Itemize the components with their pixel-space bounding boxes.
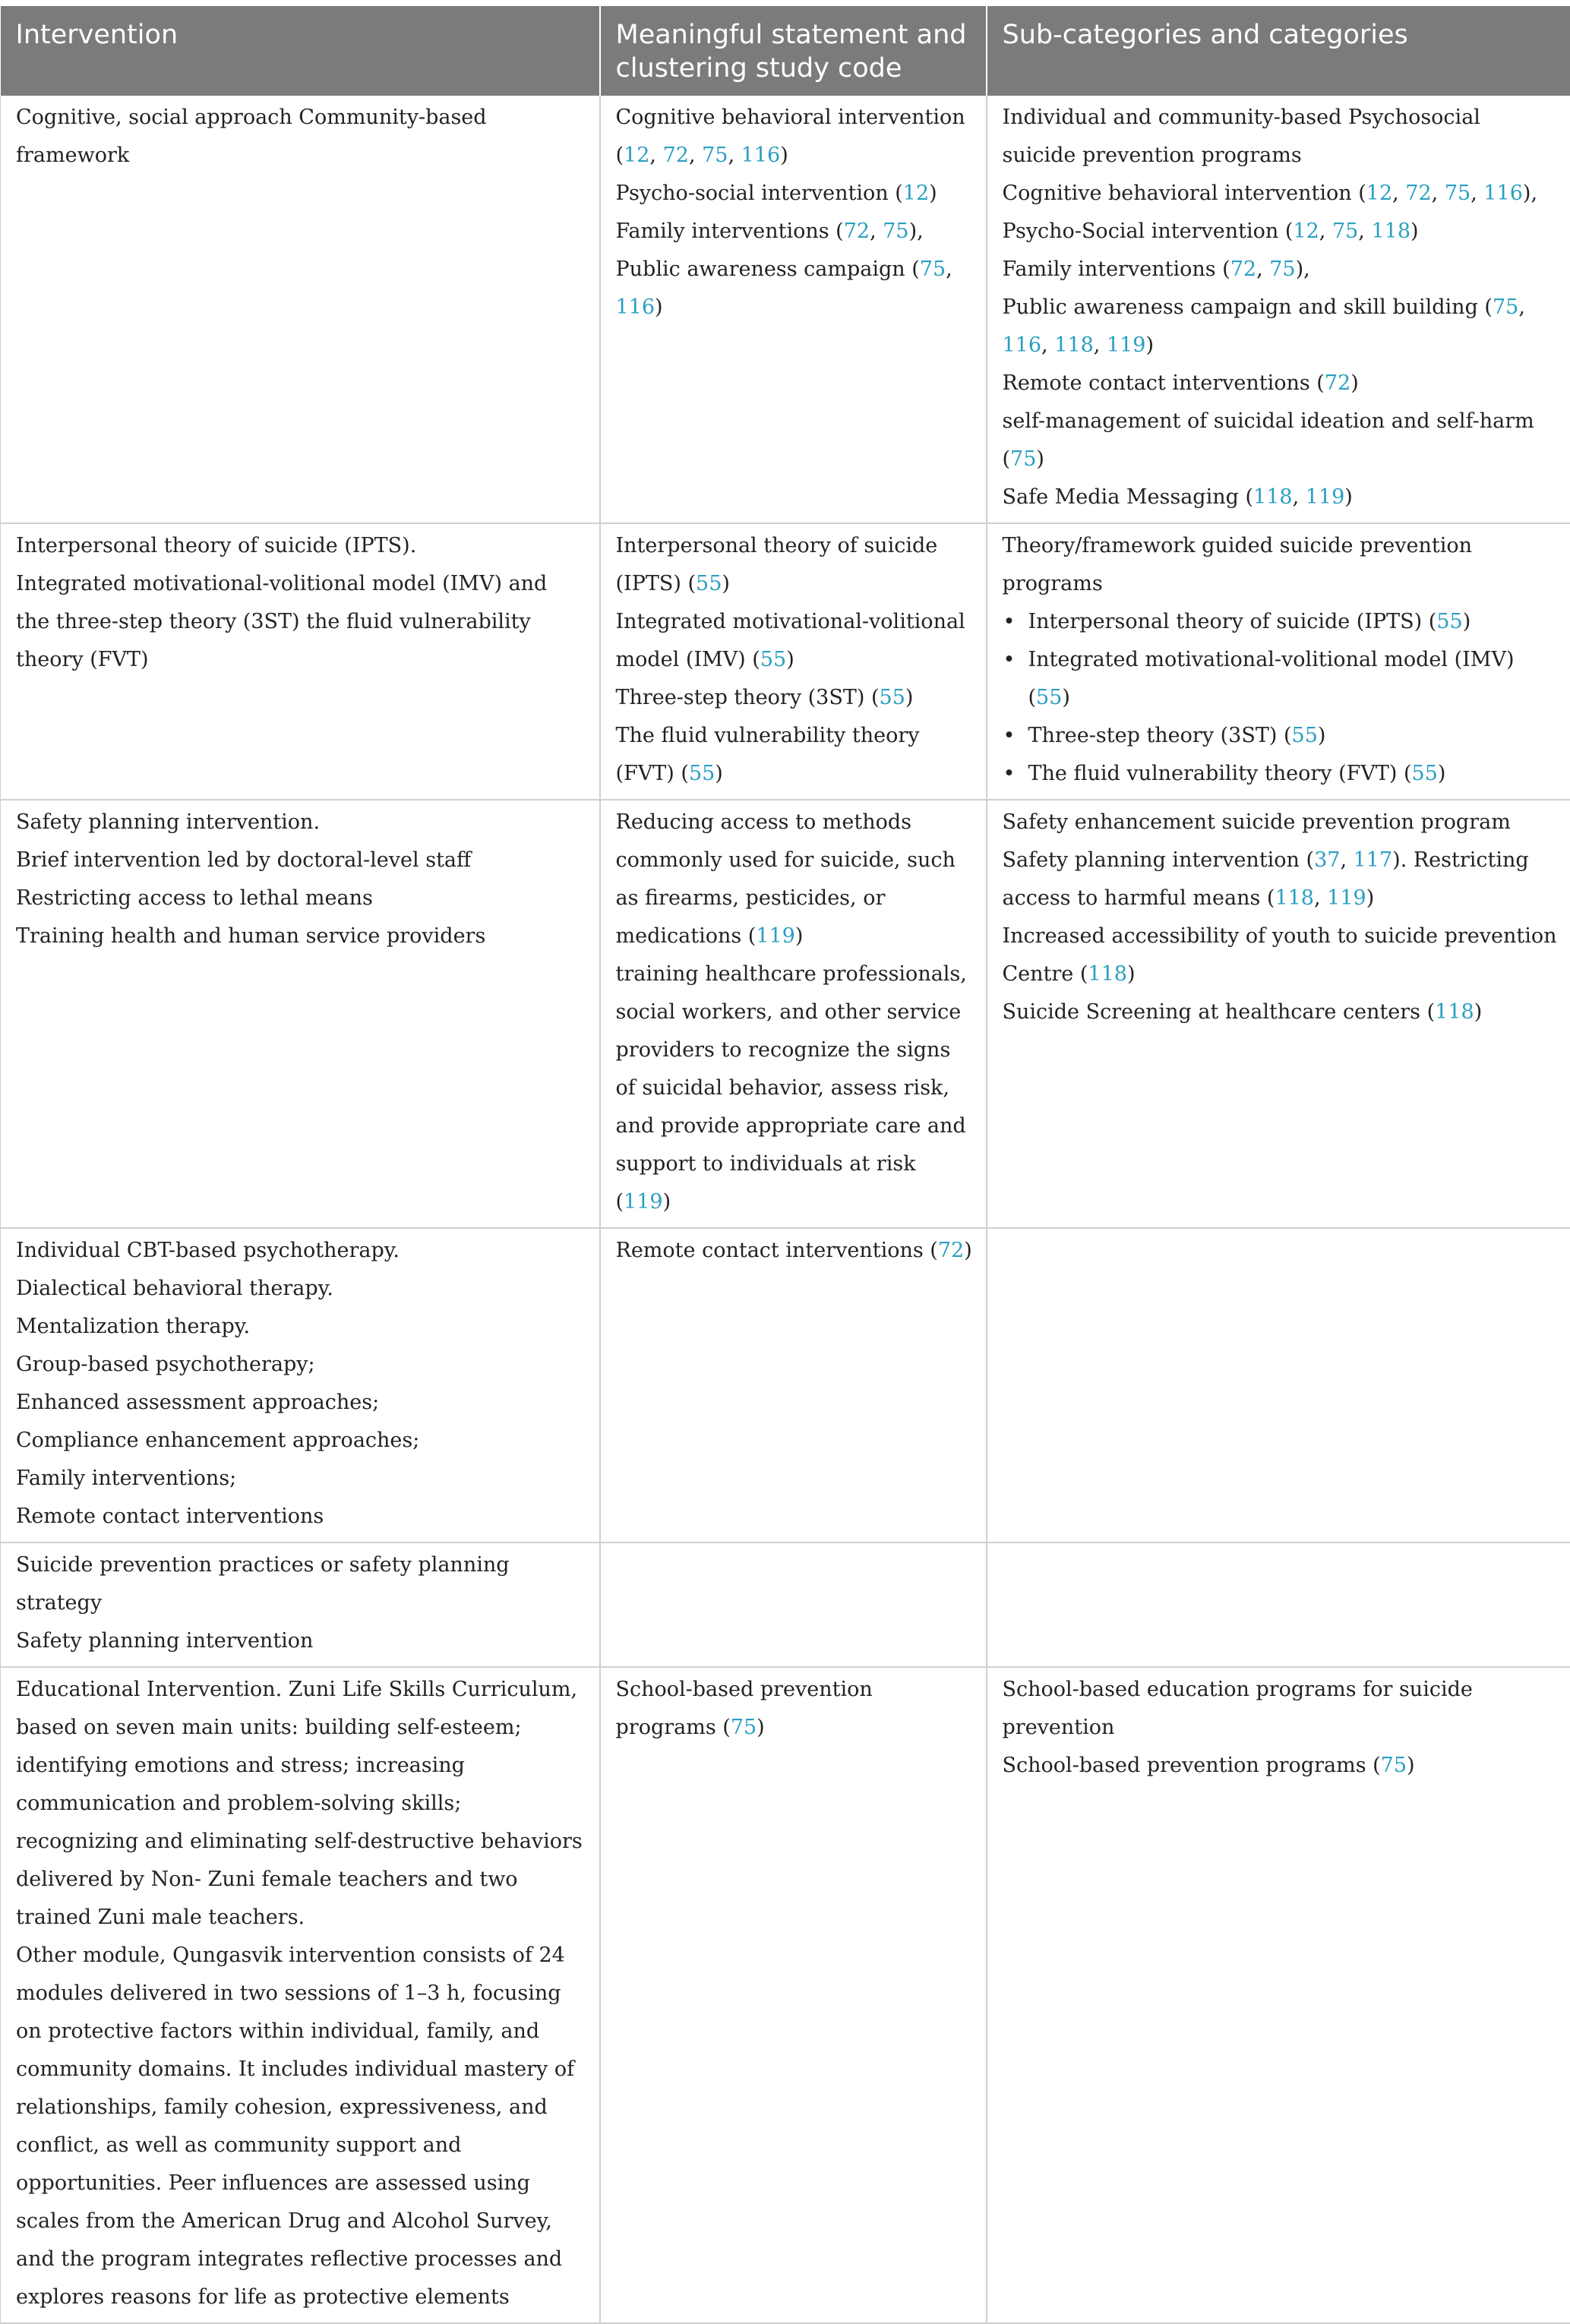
reference-link[interactable]: 118 [1054,333,1094,357]
reference-link[interactable]: 12 [1293,219,1319,243]
reference-link[interactable]: 55 [1036,686,1062,709]
cell-line: Compliance enhancement approaches; [16,1422,587,1460]
statement-cell [600,96,987,523]
reference-link[interactable]: 12 [624,144,649,167]
header-meaningful-statement: Meaningful statement and clustering study code [600,6,987,96]
cell-line: training healthcare professionals, social workers, and other service providers to recognize the signs of suicidal behavior, assess risk, and provide appropriate care and support to individuals at risk (119) [616,955,974,1221]
reference-link[interactable]: 55 [760,648,786,671]
reference-link[interactable]: 75 [1493,295,1518,319]
cell-line: Integrated motivational-volitional model (IMV) (55) [616,603,974,679]
reference-link[interactable]: 116 [1483,182,1523,205]
reference-link[interactable]: 118 [1435,1000,1474,1024]
reference-link[interactable]: 72 [1325,371,1350,395]
reference-link[interactable]: 12 [903,182,929,205]
reference-link[interactable]: 12 [1366,182,1392,205]
category-cell [987,523,1570,800]
cell-line: Psycho-Social intervention (12, 75, 118) [1003,213,1559,251]
cell-line: Family interventions (72, 75), [616,213,974,251]
intervention-cell [1,1667,600,2323]
cell-line: School-based prevention programs (75) [616,1671,974,1747]
statement-cell [600,523,987,800]
cell-line: Cognitive behavioral intervention (12, 72, 75, 116) [616,99,974,175]
cell-line: Remote contact interventions (72) [1003,365,1559,403]
cell-line: Interpersonal theory of suicide (IPTS) (55) [616,527,974,603]
cell-line: Safety enhancement suicide prevention program [1003,804,1559,842]
data-table [0,6,1570,2324]
cell-line: Safe Media Messaging (118, 119) [1003,478,1559,516]
cell-line: The fluid vulnerability theory (FVT) (55) [616,717,974,793]
cell-line: Theory/framework guided suicide prevention programs [1003,527,1559,603]
cell-line: Psycho-social intervention (12) [616,175,974,213]
cell-line: Individual and community-based Psychosocial suicide prevention programs [1003,99,1559,175]
intervention-cell [1,1228,600,1542]
table-row [1,523,1570,800]
intervention-cell [1,96,600,523]
cell-line: Individual CBT-based psychotherapy. [16,1232,587,1270]
cell-line: Increased accessibility of youth to suicide prevention Centre (118) [1003,917,1559,993]
cell-line: Enhanced assessment approaches; [16,1384,587,1422]
table-row [1,1542,1570,1667]
reference-link[interactable]: 75 [1445,182,1470,205]
reference-link[interactable]: 119 [1327,886,1366,910]
statement-cell [600,800,987,1228]
reference-link[interactable]: 119 [1107,333,1146,357]
header-sub-categories: Sub-categories and categories [987,6,1570,96]
reference-link[interactable]: 75 [1010,447,1036,471]
statement-cell [600,1542,987,1667]
reference-link[interactable]: 72 [1230,257,1256,281]
intervention-cell [1,1542,600,1667]
statement-cell [600,1228,987,1542]
category-cell [987,1542,1570,1667]
cell-line: Group-based psychotherapy; [16,1346,587,1384]
category-cell [987,800,1570,1228]
cell-line: Suicide prevention practices or safety planning strategy [16,1546,587,1622]
cell-line: self-management of suicidal ideation and self-harm (75) [1003,403,1559,478]
bullet-item: • Integrated motivational-volitional model (IMV) (55) [1028,641,1559,717]
reference-link[interactable]: 55 [689,762,715,785]
table-row [1,96,1570,523]
statement-cell [600,1667,987,2323]
reference-link[interactable]: 72 [1405,182,1431,205]
reference-link[interactable]: 116 [1003,333,1042,357]
cell-line: Remote contact interventions [16,1498,587,1536]
reference-link[interactable]: 55 [1292,724,1318,747]
cell-line: Restricting access to lethal means [16,879,587,917]
cell-line: Mentalization therapy. [16,1308,587,1346]
reference-link[interactable]: 55 [1436,610,1462,633]
cell-line: Suicide Screening at healthcare centers (118) [1003,993,1559,1031]
reference-link[interactable]: 116 [616,295,655,319]
intervention-cell [1,800,600,1228]
cell-line: School-based prevention programs (75) [1003,1747,1559,1785]
reference-link[interactable]: 75 [920,257,946,281]
category-cell [987,1667,1570,2323]
reference-link[interactable]: 119 [756,924,795,948]
reference-link[interactable]: 72 [938,1239,964,1262]
reference-link[interactable]: 118 [1371,219,1410,243]
table-row [1,1228,1570,1542]
bullet-item: • Three-step theory (3ST) (55) [1028,717,1559,755]
cell-line: Training health and human service providers [16,917,587,955]
reference-link[interactable]: 72 [844,219,870,243]
reference-link[interactable]: 118 [1253,485,1293,509]
cell-line: Educational Intervention. Zuni Life Skills Curriculum, based on seven main units: building self-esteem; identifying emotions and stress; increasing communication and problem-solving skills; recognizing and eliminating self-destructive behaviors delivered by Non- Zuni female teachers and two trained Zuni male teachers. [16,1671,587,1937]
reference-link[interactable]: 116 [741,144,781,167]
cell-line: Safety planning intervention (37, 117). Restricting access to harmful means (118, 119) [1003,842,1559,917]
cell-line: School-based education programs for suicide prevention [1003,1671,1559,1747]
cell-line: Dialectical behavioral therapy. [16,1270,587,1308]
table-row [1,1667,1570,2323]
cell-line: Safety planning intervention [16,1622,587,1660]
cell-line: Interpersonal theory of suicide (IPTS). [16,527,587,565]
reference-link[interactable]: 72 [663,144,689,167]
reference-link[interactable]: 75 [731,1716,757,1739]
cell-line: Safety planning intervention. [16,804,587,842]
category-cell [987,1228,1570,1542]
reference-link[interactable]: 55 [880,686,905,709]
reference-link[interactable]: 118 [1088,962,1127,986]
cell-line: Other module, Qungasvik intervention consists of 24 modules delivered in two sessions of 1–3 h, focusing on protective factors within individual, family, and community domains. It includes individual mastery of relationships, family cohesion, expressiveness, and conflict, as well as community support and opportunities. Peer influences are assessed using scales from the American Drug and Alcohol Survey, and the program integrates reflective processes and explores reasons for life as protective elements [16,1937,587,2316]
reference-link[interactable]: 117 [1354,848,1393,872]
bullet-list [1003,603,1559,793]
cell-line: Family interventions; [16,1460,587,1498]
reference-link[interactable]: 119 [1306,485,1345,509]
cell-line: Reducing access to methods commonly used for suicide, such as firearms, pesticides, or medications (119) [616,804,974,955]
header-row [1,6,1570,96]
reference-link[interactable]: 118 [1275,886,1314,910]
cell-line: Public awareness campaign (75, 116) [616,251,974,327]
cell-line: Brief intervention led by doctoral-level staff [16,842,587,879]
reference-link[interactable]: 37 [1314,848,1340,872]
intervention-cell [1,523,600,800]
cell-line: Cognitive, social approach Community-based framework [16,99,587,175]
bullet-item: • The fluid vulnerability theory (FVT) (55) [1028,755,1559,793]
reference-link[interactable]: 75 [702,144,728,167]
reference-link[interactable]: 75 [883,219,908,243]
category-cell [987,96,1570,523]
cell-line: Public awareness campaign and skill building (75, 116, 118, 119) [1003,289,1559,365]
cell-line: Remote contact interventions (72) [616,1232,974,1270]
cell-line: Cognitive behavioral intervention (12, 72, 75, 116), [1003,175,1559,213]
table-row [1,800,1570,1228]
reference-link[interactable]: 75 [1269,257,1295,281]
bullet-item: • Interpersonal theory of suicide (IPTS) (55) [1028,603,1559,641]
cell-line: Integrated motivational-volitional model (IMV) and the three-step theory (3ST) the fluid vulnerability theory (FVT) [16,565,587,679]
reference-link[interactable]: 55 [1412,762,1438,785]
reference-link[interactable]: 119 [624,1190,663,1214]
reference-link[interactable]: 75 [1381,1754,1407,1777]
reference-link[interactable]: 55 [696,572,722,595]
reference-link[interactable]: 75 [1332,219,1358,243]
header-intervention: Intervention [1,6,600,96]
cell-line: Family interventions (72, 75), [1003,251,1559,289]
cell-line: Three-step theory (3ST) (55) [616,679,974,717]
